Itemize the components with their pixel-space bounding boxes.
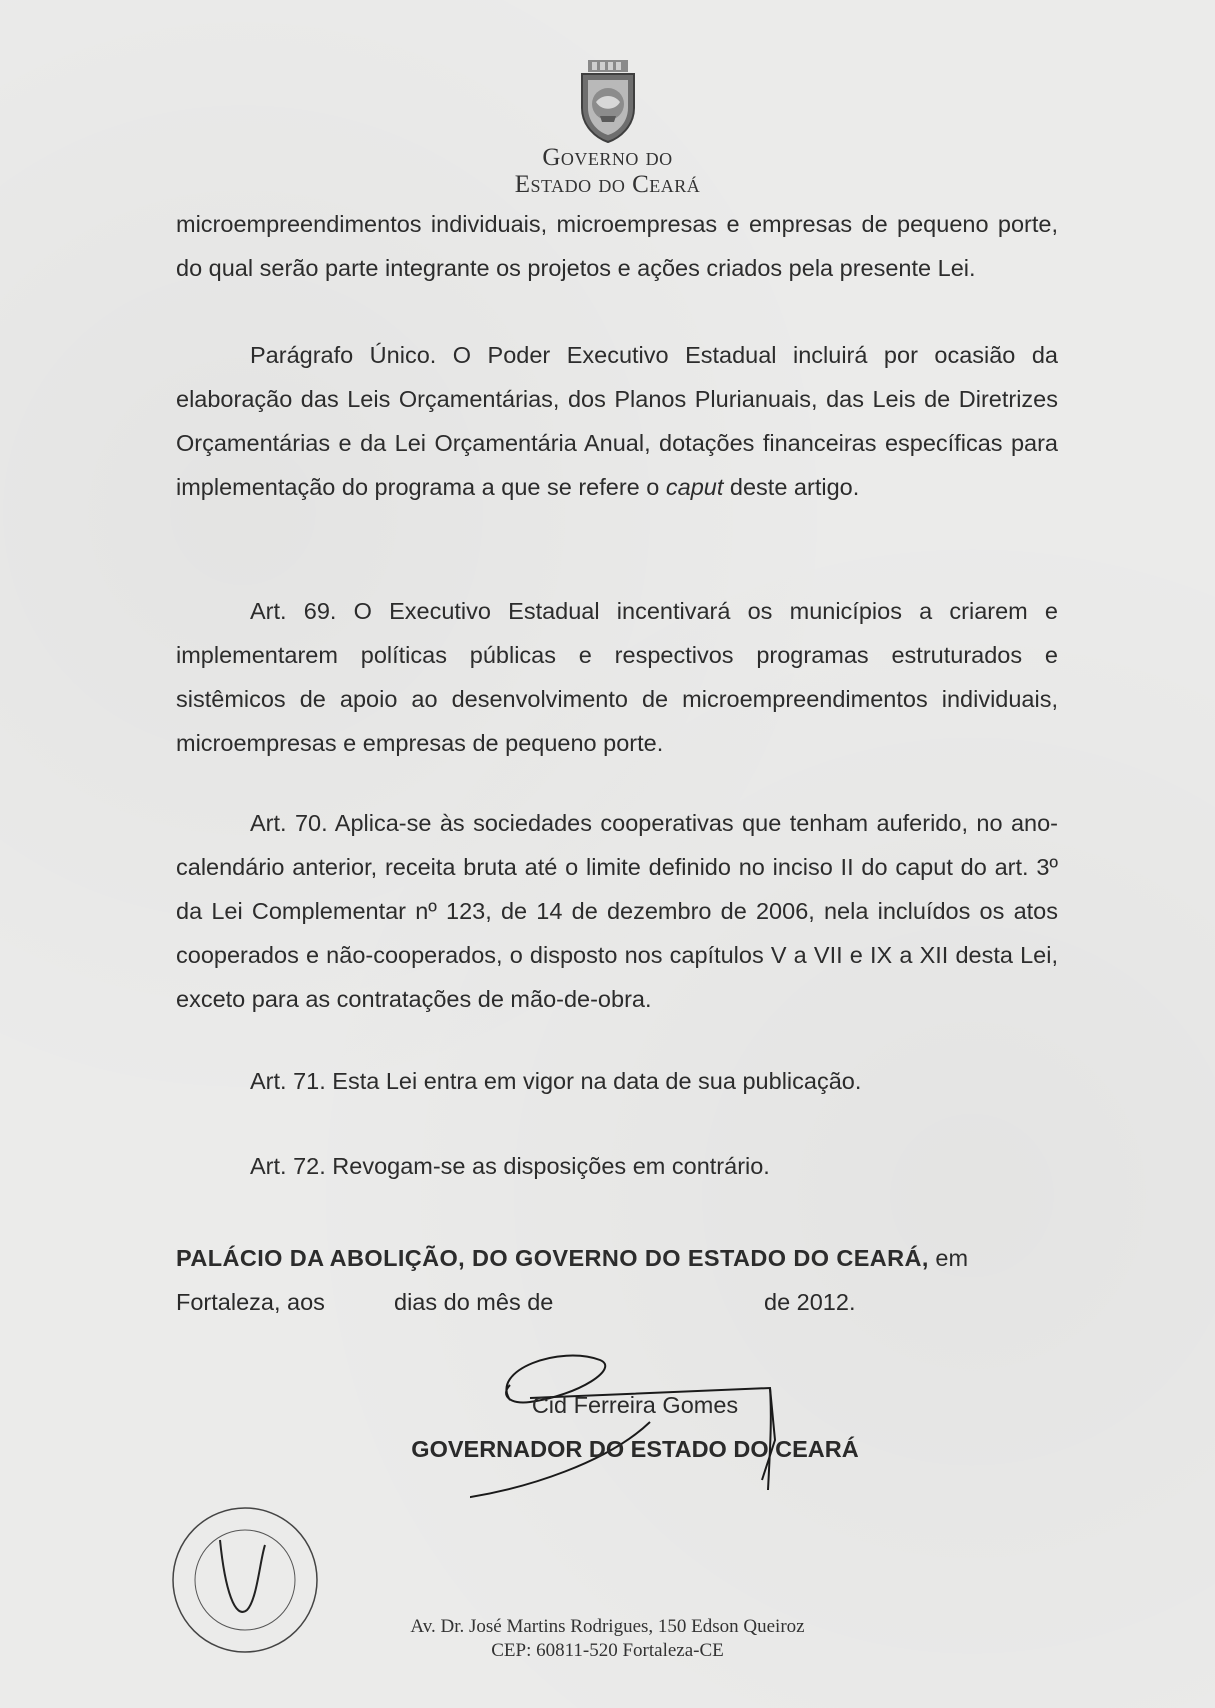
date-part-3: de 2012. [764, 1289, 856, 1315]
cep-line: CEP: 60811-520 Fortaleza-CE [491, 1640, 724, 1661]
closing-statement [176, 1236, 1058, 1280]
closing-bold: PALÁCIO DA ABOLIÇÃO, DO GOVERNO DO ESTADO DO CEARÁ, [176, 1245, 929, 1271]
paragraph-unico-start: Parágrafo Único. O Poder Executivo Estadual incluirá por ocasião da elaboração das Leis Orçamentárias, dos Planos Plurianuais, das Leis de Diretrizes Orçamentárias e da Lei Orçamentária Anual, dotações financeiras específicas para implementação do programa a que se refere o [176, 342, 1058, 500]
footer-address [0, 1615, 1215, 1663]
government-name-line2: Estado do Ceará [514, 171, 701, 198]
signature-block [0, 1387, 1215, 1469]
state-crest-icon [574, 58, 642, 144]
article-text: Art. 69. O Executivo Estadual incentivará os municípios a criarem e implementarem políticas públicas e respectivos programas estruturados e sistêmicos de apoio ao desenvolvimento de microempreendimentos individuais, microempresas e empresas de pequeno porte. [176, 598, 1058, 756]
signer-name: Cid Ferreira Gomes [531, 1392, 739, 1418]
date-part-1: Fortaleza, aos [176, 1289, 325, 1315]
article-72 [176, 1144, 1058, 1188]
government-name-line1: Governo do [542, 144, 673, 171]
paragraph-text: microempreendimentos individuais, microempresas e empresas de pequeno porte, do qual serão parte integrante os projetos e ações criados pela presente Lei. [176, 211, 1058, 281]
article-70 [176, 801, 1058, 1021]
caput-term: caput [665, 474, 724, 500]
paragraph-text [176, 333, 1058, 509]
article-text: Art. 71. Esta Lei entra em vigor na data de sua publicação. [250, 1068, 862, 1094]
closing-rest: em [928, 1245, 969, 1271]
article-text: Art. 72. Revogam-se as disposições em contrário. [250, 1153, 770, 1179]
date-line [176, 1280, 1058, 1324]
address-line: Av. Dr. José Martins Rodrigues, 150 Edson Queiroz [410, 1616, 805, 1637]
paragraph-continuation [176, 202, 1058, 290]
article-text: Art. 70. Aplica-se às sociedades cooperativas que tenham auferido, no ano-calendário anterior, receita bruta até o limite definido no inciso II do caput do art. 3º da Lei Complementar nº 123, de 14 de dezembro de 2006, nela incluídos os atos cooperados e não-cooperados, o disposto nos capítulos V a VII e IX a XII desta Lei, exceto para as contratações de mão-de-obra. [176, 810, 1058, 1012]
paragraph-unico-end: deste artigo. [723, 474, 860, 500]
letterhead [0, 58, 1215, 198]
closing-text [176, 1236, 1058, 1280]
signer-title: GOVERNADOR DO ESTADO DO CEARÁ [411, 1436, 859, 1462]
date-part-2: dias do mês de [394, 1289, 554, 1315]
paragraph-unico [176, 333, 1058, 509]
article-71 [176, 1059, 1058, 1103]
article-69 [176, 589, 1058, 765]
